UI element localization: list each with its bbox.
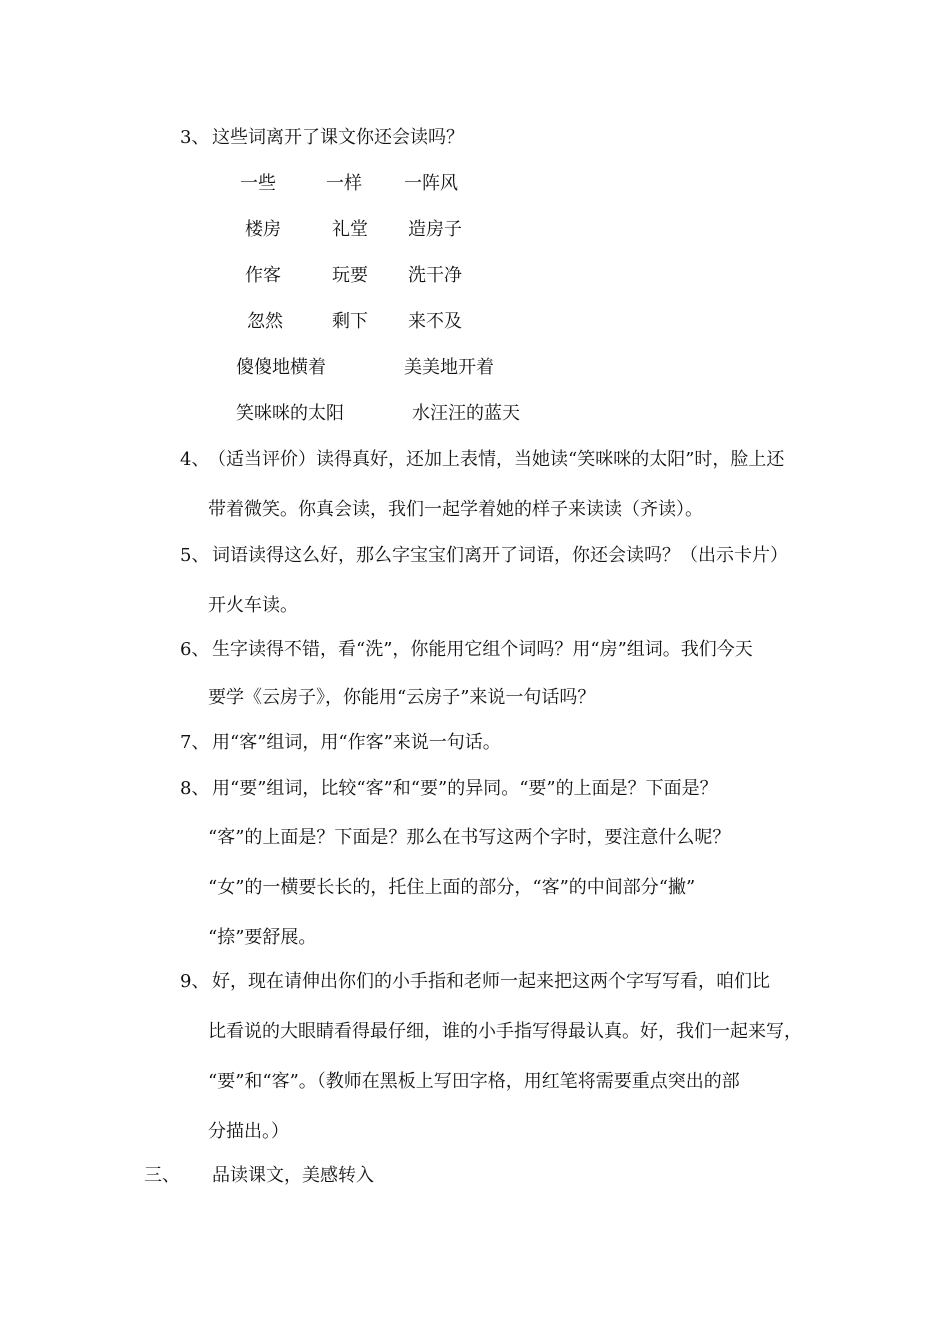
item-4-line: （适当评价）读得真好，还加上表情，当她读“笑咪咪的太阳”时，脸上还 [208, 449, 785, 470]
item-9-line: 好，现在请伸出你们的小手指和老师一起来把这两个字写写看，咱们比 [212, 971, 770, 992]
item-8-line: “客”的上面是？下面是？那么在书写这两个字时，要注意什么呢？ [208, 827, 731, 848]
word: 来不及 [408, 311, 462, 332]
word: 一阵风 [404, 173, 458, 194]
item-8-line: “女”的一横要长长的，托住上面的部分，“客”的中间部分“撇” [208, 877, 696, 898]
phrase: 笑咪咪的太阳 [236, 403, 344, 424]
phrase: 水汪汪的蓝天 [412, 403, 520, 424]
item-9-number: 9、 [180, 971, 210, 992]
word: 一样 [326, 173, 362, 194]
section-3-number: 三、 [144, 1165, 180, 1186]
word: 一些 [240, 173, 276, 194]
word: 作客 [245, 265, 281, 286]
item-3-text: 这些词离开了课文你还会读吗？ [212, 127, 464, 148]
item-7-line: 用“客”组词，用“作客”来说一句话。 [212, 732, 501, 753]
item-8-number: 8、 [180, 778, 210, 799]
item-9-line: 比看说的大眼睛看得最仔细，谁的小手指写得最认真。好，我们一起来写， [208, 1021, 802, 1042]
item-5-number: 5、 [180, 545, 210, 566]
item-8-line: “捺”要舒展。 [208, 927, 317, 948]
word: 楼房 [245, 219, 281, 240]
item-8-line: 用“要”组词，比较“客”和“要”的异同。“要”的上面是？下面是？ [212, 778, 718, 799]
word: 剩下 [332, 311, 368, 332]
phrase: 傻傻地横着 [236, 357, 326, 378]
item-6-number: 6、 [180, 639, 210, 660]
item-6-line: 生字读得不错，看“洗”，你能用它组个词吗？用“房”组词。我们今天 [212, 639, 753, 660]
item-6-line: 要学《云房子》，你能用“云房子”来说一句话吗？ [208, 687, 596, 708]
phrase: 美美地开着 [404, 357, 494, 378]
word: 洗干净 [408, 265, 462, 286]
item-3-number: 3、 [180, 127, 210, 148]
item-4-line: 带着微笑。你真会读，我们一起学着她的样子来读读（齐读）。 [208, 499, 703, 520]
item-5-line: 开火车读。 [208, 595, 298, 616]
section-3-title: 品读课文，美感转入 [212, 1165, 374, 1186]
item-9-line: “要”和“客”。（教师在黑板上写田字格，用红笔将需要重点突出的部 [208, 1071, 740, 1092]
item-4-number: 4、 [180, 449, 210, 470]
word: 忽然 [247, 311, 283, 332]
word: 造房子 [408, 219, 462, 240]
word: 玩要 [332, 265, 368, 286]
item-5-line: 词语读得这么好，那么字宝宝们离开了词语，你还会读吗？（出示卡片） [212, 545, 788, 566]
item-7-number: 7、 [180, 732, 210, 753]
word: 礼堂 [332, 219, 368, 240]
item-9-line: 分描出。） [208, 1121, 289, 1142]
